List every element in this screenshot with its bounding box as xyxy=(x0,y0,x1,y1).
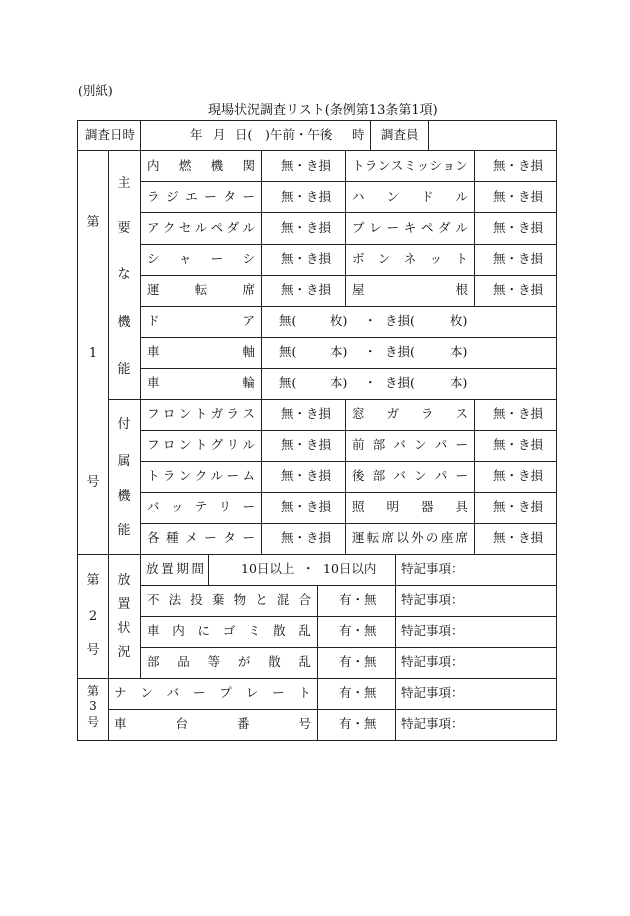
status-checkbox[interactable]: 無・き損 xyxy=(281,530,332,545)
damaged-count-label: き損( xyxy=(385,344,415,359)
unit-label: 本) xyxy=(330,375,348,390)
item-lighting: 照 明 器 具 xyxy=(352,499,468,514)
notes-label: 特記事項： xyxy=(401,561,464,576)
main-functions-label-char: 機 xyxy=(117,315,131,330)
status-checkbox[interactable]: 無・き損 xyxy=(493,220,544,235)
item-battery: バ ッ テ リ ー xyxy=(147,499,255,514)
item-door: ド ア xyxy=(147,313,255,328)
col-divider xyxy=(140,150,141,679)
yes-no-checkbox[interactable]: 有・無 xyxy=(339,654,377,669)
abandon-status-label-char: 状 xyxy=(117,621,131,636)
row-divider xyxy=(140,461,556,462)
col-divider xyxy=(370,120,371,151)
item-trash-in-vehicle: 車 内 に ゴ ミ 散 乱 xyxy=(147,623,311,638)
col-divider xyxy=(108,150,109,741)
section3-label-char: 号 xyxy=(86,715,99,729)
item-front-bumper: 前 部 バ ン パ ー xyxy=(352,437,468,452)
item-windshield: フ ロ ン ト ガ ラ ス xyxy=(147,406,255,421)
col-divider xyxy=(474,399,475,555)
abandon-status-label-char: 置 xyxy=(117,597,131,612)
status-checkbox[interactable]: 無・き損 xyxy=(281,437,332,452)
item-internal-combustion-engine: 内 燃 機 関 xyxy=(147,158,255,173)
yes-no-checkbox[interactable]: 有・無 xyxy=(339,623,377,638)
item-parts-scattered: 部 品 等 が 散 乱 xyxy=(147,654,311,669)
status-checkbox[interactable]: 無・き損 xyxy=(493,282,544,297)
unit-label: 本) xyxy=(330,344,348,359)
accessory-label-char: 属 xyxy=(117,454,131,469)
row-divider xyxy=(140,368,556,369)
item-wheel: 車 輪 xyxy=(147,375,255,390)
row-divider xyxy=(140,585,556,586)
am-pm-label: )午前・午後 xyxy=(265,127,333,142)
annex-label: (別紙) xyxy=(78,83,113,98)
col-divider xyxy=(345,150,346,307)
main-functions-label-char: 能 xyxy=(117,362,131,377)
item-transmission: ト ラ ン ス ミ ッ シ ョ ン xyxy=(352,158,468,173)
item-roof: 屋 根 xyxy=(352,282,468,297)
row-divider xyxy=(108,709,556,710)
notes-label: 特記事項： xyxy=(401,685,464,700)
unit-label: 本) xyxy=(450,375,468,390)
none-count-label: 無( xyxy=(279,375,297,390)
unit-label: 本) xyxy=(450,344,468,359)
status-checkbox[interactable]: 無・き損 xyxy=(493,437,544,452)
main-functions-label-char: 要 xyxy=(117,221,131,236)
status-checkbox[interactable]: 無・き損 xyxy=(493,189,544,204)
table-right-border xyxy=(556,120,557,741)
separator: ・ xyxy=(364,344,377,359)
document-title: 現場状況調査リスト(条例第13条第1項) xyxy=(208,103,438,118)
item-bonnet: ボ ン ネ ッ ト xyxy=(352,251,468,266)
accessory-label-char: 機 xyxy=(117,489,131,504)
notes-label: 特記事項： xyxy=(401,654,464,669)
yes-no-checkbox[interactable]: 有・無 xyxy=(339,592,377,607)
group-divider xyxy=(108,399,556,400)
inspector-field[interactable] xyxy=(429,121,555,150)
item-chassis: シ ャ ー シ xyxy=(147,251,255,266)
none-count-label: 無( xyxy=(279,344,297,359)
damaged-count-label: き損( xyxy=(385,313,415,328)
col-divider xyxy=(261,399,262,555)
status-checkbox[interactable]: 無・き損 xyxy=(281,499,332,514)
row-divider xyxy=(140,181,556,182)
notes-field[interactable] xyxy=(462,711,554,738)
row-divider xyxy=(140,244,556,245)
col-divider xyxy=(261,306,262,400)
period-option-over-10-days[interactable]: 10日以上 xyxy=(241,561,295,576)
row-divider xyxy=(140,275,556,276)
status-checkbox[interactable]: 無・き損 xyxy=(281,158,332,173)
status-checkbox[interactable]: 無・き損 xyxy=(281,189,332,204)
item-axle: 車 軸 xyxy=(147,344,255,359)
row-divider xyxy=(140,616,556,617)
section-divider xyxy=(77,554,556,555)
section1-label-char: 号 xyxy=(86,475,100,490)
section3-label-char: 第 xyxy=(86,684,99,698)
main-functions-label-char: な xyxy=(117,267,131,282)
hour-label: 時 xyxy=(352,127,365,142)
section3-label-char: 3 xyxy=(89,699,97,713)
status-checkbox[interactable]: 無・き損 xyxy=(493,158,544,173)
survey-date-field[interactable] xyxy=(141,121,369,150)
unit-label: 枚) xyxy=(330,313,348,328)
status-checkbox[interactable]: 無・き損 xyxy=(281,220,332,235)
day-label: 日( xyxy=(235,127,253,142)
accessory-label-char: 能 xyxy=(117,523,131,538)
row-divider xyxy=(140,523,556,524)
row-divider xyxy=(140,647,556,648)
status-checkbox[interactable]: 無・き損 xyxy=(281,468,332,483)
item-brake-pedal: ブ レ ー キ ペ ダ ル xyxy=(352,220,468,235)
status-checkbox[interactable]: 無・き損 xyxy=(281,406,332,421)
item-steering-wheel: ハ ン ド ル xyxy=(352,189,468,204)
status-checkbox[interactable]: 無・き損 xyxy=(281,282,332,297)
notes-field[interactable] xyxy=(462,680,554,707)
col-divider xyxy=(474,150,475,307)
section1-label-char: 1 xyxy=(88,346,98,361)
item-window-glass: 窓 ガ ラ ス xyxy=(352,406,468,421)
col-divider xyxy=(345,399,346,555)
month-label: 月 xyxy=(213,127,226,142)
row-divider xyxy=(140,492,556,493)
item-chassis-number: 車 台 番 号 xyxy=(114,716,311,731)
none-count-label: 無( xyxy=(279,313,297,328)
status-checkbox[interactable]: 無・き損 xyxy=(493,499,544,514)
col-divider xyxy=(317,585,318,741)
main-functions-label-char: 主 xyxy=(117,176,131,191)
item-radiator: ラ ジ エ ー タ ー xyxy=(147,189,255,204)
separator: ・ xyxy=(302,561,315,576)
item-front-grille: フ ロ ン ト グ リ ル xyxy=(147,437,255,452)
notes-field[interactable] xyxy=(462,587,554,614)
survey-date-label: 調査日時 xyxy=(85,127,136,142)
row-divider xyxy=(140,306,556,307)
row-divider xyxy=(140,212,556,213)
item-accelerator-pedal: ア ク セ ル ペ ダ ル xyxy=(147,220,255,235)
section1-label-char: 第 xyxy=(86,215,100,230)
section2-label-char: 号 xyxy=(86,643,100,658)
notes-label: 特記事項： xyxy=(401,623,464,638)
row-divider xyxy=(140,430,556,431)
item-other-seats: 運 転 席 以 外 の 座 席 xyxy=(352,530,468,545)
item-rear-bumper: 後 部 バ ン パ ー xyxy=(352,468,468,483)
col-divider xyxy=(261,150,262,307)
unit-label: 枚) xyxy=(450,313,468,328)
table-left-border xyxy=(77,120,78,741)
separator: ・ xyxy=(364,313,377,328)
status-checkbox[interactable]: 無・き損 xyxy=(493,406,544,421)
section2-label-char: 第 xyxy=(86,573,100,588)
col-divider xyxy=(208,554,209,586)
status-checkbox[interactable]: 無・き損 xyxy=(493,468,544,483)
status-checkbox[interactable]: 無・き損 xyxy=(493,251,544,266)
row-divider xyxy=(140,337,556,338)
yes-no-checkbox[interactable]: 有・無 xyxy=(339,716,377,731)
period-option-within-10-days[interactable]: 10日以内 xyxy=(323,561,377,576)
notes-label: 特記事項： xyxy=(401,716,464,731)
accessory-label-char: 付 xyxy=(117,417,131,432)
status-checkbox[interactable]: 無・き損 xyxy=(493,530,544,545)
inspector-label: 調査員 xyxy=(381,127,419,142)
notes-field[interactable] xyxy=(462,556,554,583)
status-checkbox[interactable]: 無・き損 xyxy=(281,251,332,266)
yes-no-checkbox[interactable]: 有・無 xyxy=(339,685,377,700)
separator: ・ xyxy=(364,375,377,390)
item-mixed-with-dumped-waste: 不 法 投 棄 物 と 混 合 xyxy=(147,592,311,607)
notes-field[interactable] xyxy=(462,618,554,645)
abandon-status-label-char: 放 xyxy=(117,573,131,588)
damaged-count-label: き損( xyxy=(385,375,415,390)
item-abandon-period: 放 置 期 間 xyxy=(146,561,204,576)
item-license-plate: ナ ン バ ー プ レ ー ト xyxy=(114,685,311,700)
section2-label-char: 2 xyxy=(88,609,98,624)
notes-field[interactable] xyxy=(462,649,554,676)
abandon-status-label-char: 況 xyxy=(117,645,131,660)
notes-label: 特記事項： xyxy=(401,592,464,607)
item-driver-seat: 運 転 席 xyxy=(147,282,255,297)
col-divider xyxy=(395,554,396,741)
item-meters: 各 種 メ ー タ ー xyxy=(147,530,255,545)
row-divider xyxy=(77,150,556,151)
year-label: 年 xyxy=(190,127,203,142)
item-trunk: ト ラ ン ク ル ー ム xyxy=(147,468,255,483)
